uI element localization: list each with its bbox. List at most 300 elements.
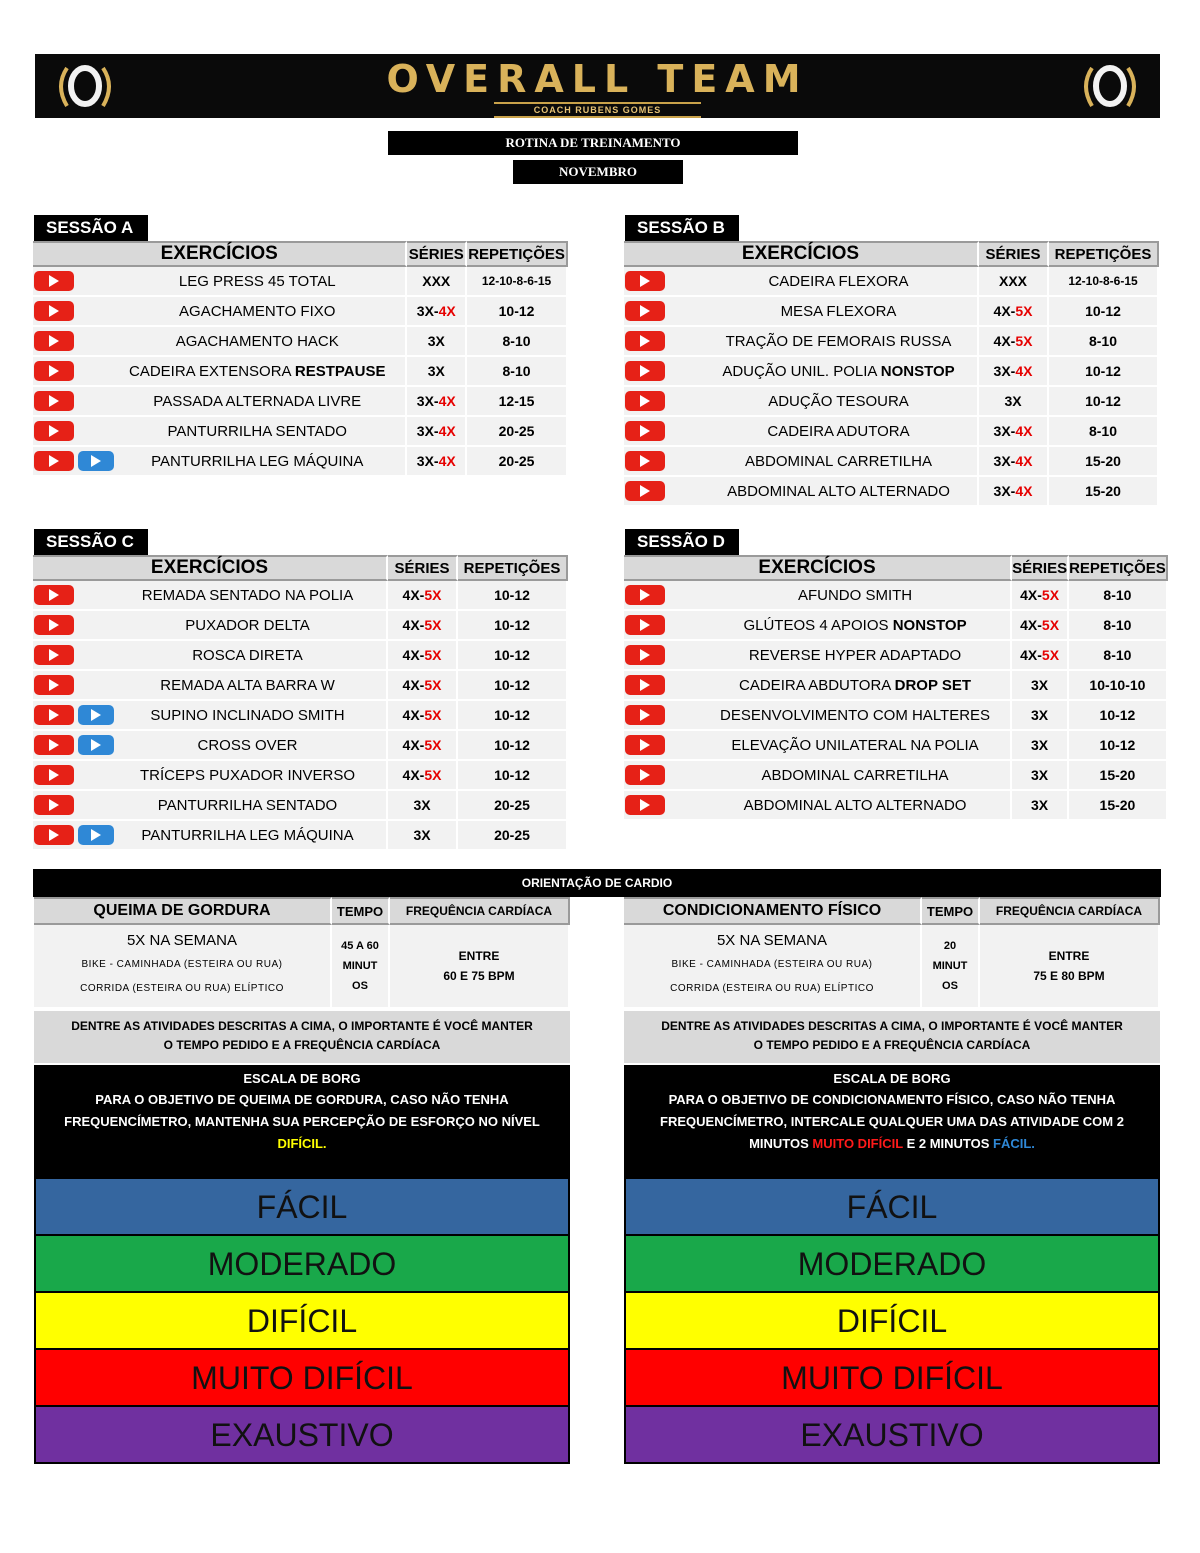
tempo-header: TEMPO: [922, 897, 980, 925]
session-label: SESSÃO B: [625, 215, 739, 241]
cardio-goal-header: CONDICIONAMENTO FÍSICO: [624, 897, 922, 925]
col-repeticoes: REPETIÇÕES: [458, 555, 568, 581]
exercise-name: [129, 423, 405, 440]
session-label: SESSÃO C: [34, 529, 148, 555]
series-cell: [388, 701, 458, 731]
youtube-play-icon[interactable]: [34, 675, 74, 695]
exercise-cell: [624, 357, 979, 387]
exercise-cell: [33, 791, 388, 821]
exercise-name-text: AGACHAMENTO HACK: [175, 332, 339, 350]
col-repeticoes: REPETIÇÕES: [467, 241, 568, 267]
series-cell: [388, 671, 458, 701]
reps-cell: 20-25: [467, 447, 568, 477]
borg-explanation: [624, 1065, 1160, 1177]
table-row: [33, 581, 568, 611]
exercise-name-text: ADUÇÃO UNIL. POLIA: [722, 362, 881, 380]
col-repeticoes: REPETIÇÕES: [1069, 555, 1168, 581]
exercise-name-text: ELEVAÇÃO UNILATERAL NA POLIA: [731, 736, 979, 754]
borg-text: PARA O OBJETIVO DE QUEIMA DE GORDURA, CASO NÃO TENHA: [95, 1092, 509, 1107]
exercise-table: [33, 241, 568, 477]
reps-cell: 10-12: [458, 581, 568, 611]
exercise-name: [720, 393, 977, 410]
cardio-heart-rate: [390, 925, 570, 1007]
series-max-value: 4X: [1015, 423, 1033, 439]
table-row: [33, 417, 568, 447]
series-max-value: 5X: [424, 617, 442, 633]
exercise-cell: [624, 327, 979, 357]
series-value: 4X-: [402, 617, 425, 633]
borg-title: ESCALA DE BORG: [243, 1071, 361, 1086]
borg-text-part: E 2 MINUTOS: [902, 1136, 994, 1151]
exercise-name-text: SUPINO INCLINADO SMITH: [150, 706, 345, 724]
series-max-value: 5X: [1015, 303, 1033, 319]
series-max-value: 4X: [438, 393, 456, 409]
time-line: 45 A 60: [341, 940, 379, 952]
table-row: [624, 791, 1168, 821]
table-row: [33, 611, 568, 641]
youtube-play-icon[interactable]: [34, 361, 74, 381]
series-value: 3X-: [993, 483, 1016, 499]
table-row: [33, 701, 568, 731]
series-value: 3X-: [416, 423, 439, 439]
table-row: [33, 791, 568, 821]
exercise-name: [129, 363, 405, 380]
table-row: [624, 581, 1168, 611]
series-cell: [979, 267, 1049, 297]
exercise-name-text: REMADA SENTADO NA POLIA: [141, 586, 354, 604]
series-cell: [979, 387, 1049, 417]
table-row: [624, 611, 1168, 641]
video-play-icon[interactable]: [78, 451, 114, 471]
youtube-play-icon[interactable]: [625, 451, 665, 471]
session-b: [624, 215, 1159, 507]
exercise-name-text: CADEIRA ADUTORA: [767, 422, 910, 440]
table-row: [624, 387, 1159, 417]
reps-cell: 15-20: [1049, 447, 1159, 477]
exercise-cell: [624, 267, 979, 297]
activity-list: BIKE - CAMINHADA (ESTEIRA OU RUA): [671, 958, 873, 970]
exercise-name-text: REVERSE HYPER ADAPTADO: [748, 646, 962, 664]
exercise-name-text: PANTURRILHA SENTADO: [157, 796, 338, 814]
reps-cell: 10-12: [458, 701, 568, 731]
series-cell: [407, 357, 467, 387]
exercise-name-text: GLÚTEOS 4 APOIOS: [743, 616, 893, 634]
series-value: 3X: [413, 827, 431, 843]
exercise-name-text: AGACHAMENTO FIXO: [179, 302, 336, 320]
exercise-name-text: PASSADA ALTERNADA LIVRE: [153, 392, 362, 410]
exercise-name-text: CROSS OVER: [197, 736, 298, 754]
exercise-cell: [624, 641, 1012, 671]
reps-cell: 10-12: [458, 671, 568, 701]
youtube-play-icon[interactable]: [625, 675, 665, 695]
series-cell: [979, 357, 1049, 387]
youtube-play-icon[interactable]: [34, 765, 74, 785]
borg-scale: [34, 1177, 570, 1464]
youtube-play-icon[interactable]: [34, 705, 74, 725]
cardio-table: [624, 897, 1160, 1007]
exercise-cell: [624, 387, 979, 417]
series-value: 4X-: [993, 333, 1016, 349]
borg-text: FREQUENCÍMETRO, INTERCALE QUALQUER UMA DAS ATIVIDADE COM 2: [660, 1114, 1124, 1129]
laurel-o-emblem-icon: [45, 60, 125, 112]
reps-cell: 12-10-8-6-15: [467, 267, 568, 297]
series-value: 4X-: [1020, 587, 1042, 603]
exercise-cell: [33, 731, 388, 761]
table-row: [624, 447, 1159, 477]
youtube-play-icon[interactable]: [34, 585, 74, 605]
series-value: 4X-: [402, 677, 425, 693]
series-cell: [979, 327, 1049, 357]
series-value: 3X: [427, 363, 445, 379]
exercise-name: [720, 737, 1010, 754]
table-row: [33, 387, 568, 417]
youtube-play-icon[interactable]: [625, 271, 665, 291]
youtube-play-icon[interactable]: [625, 645, 665, 665]
exercise-technique: RESTPAUSE: [294, 362, 386, 380]
time-line: OS: [352, 980, 368, 992]
exercise-name-text: AFUNDO SMITH: [797, 586, 913, 604]
youtube-play-icon[interactable]: [34, 421, 74, 441]
time-line: OS: [942, 980, 958, 992]
series-value: 4X-: [402, 647, 425, 663]
youtube-play-icon[interactable]: [625, 735, 665, 755]
table-row: [33, 761, 568, 791]
activity-list: CORRIDA (ESTEIRA OU RUA) ELÍPTICO: [80, 982, 284, 994]
series-value: 4X-: [402, 767, 425, 783]
scale-level-dificil: DIFÍCIL: [36, 1291, 568, 1348]
cardio-note: [34, 1011, 570, 1063]
scale-level-exaustivo: EXAUSTIVO: [36, 1405, 568, 1462]
youtube-play-icon[interactable]: [34, 301, 74, 321]
freq-header: FREQUÊNCIA CARDÍACA: [390, 897, 570, 925]
reps-cell: 10-12: [458, 761, 568, 791]
note-line: DENTRE AS ATIVIDADES DESCRITAS A CIMA, O IMPORTANTE É VOCÊ MANTER: [661, 1019, 1123, 1033]
exercise-name: [720, 303, 977, 320]
table-row: [624, 701, 1168, 731]
youtube-play-icon[interactable]: [625, 421, 665, 441]
reps-cell: 20-25: [458, 791, 568, 821]
exercise-name-text: ABDOMINAL ALTO ALTERNADO: [743, 796, 967, 814]
series-cell: [388, 581, 458, 611]
youtube-play-icon[interactable]: [625, 615, 665, 635]
scale-level-dificil: DIFÍCIL: [626, 1291, 1158, 1348]
youtube-play-icon[interactable]: [625, 301, 665, 321]
exercise-name: [129, 797, 386, 814]
youtube-play-icon[interactable]: [34, 271, 74, 291]
cardio-activities: [34, 925, 332, 1007]
exercise-name: [720, 423, 977, 440]
youtube-play-icon[interactable]: [625, 585, 665, 605]
series-cell: [388, 731, 458, 761]
series-max-value: 5X: [1041, 617, 1060, 633]
cardio-block-fat-loss: [34, 897, 570, 1464]
series-cell: [407, 447, 467, 477]
table-row: [33, 327, 568, 357]
note-line: O TEMPO PEDIDO E A FREQUÊNCIA CARDÍACA: [163, 1038, 441, 1052]
series-value: 3X: [427, 333, 445, 349]
series-cell: [388, 611, 458, 641]
session-d: [624, 529, 1166, 821]
series-cell: [1012, 791, 1069, 821]
reps-cell: 10-12: [467, 297, 568, 327]
series-cell: [1012, 641, 1069, 671]
series-value: 3X: [1031, 797, 1049, 813]
exercise-name: [129, 677, 386, 694]
exercise-name: [129, 587, 386, 604]
cardio-block-conditioning: [624, 897, 1160, 1464]
col-exercicios: EXERCÍCIOS: [624, 241, 979, 267]
exercise-name-text: MESA FLEXORA: [780, 302, 897, 320]
exercise-name: [129, 707, 386, 724]
youtube-play-icon[interactable]: [34, 391, 74, 411]
exercise-name: [720, 333, 977, 350]
series-cell: [407, 267, 467, 297]
cardio-note: [624, 1011, 1160, 1063]
series-cell: [1012, 701, 1069, 731]
reps-cell: 8-10: [467, 357, 568, 387]
reps-cell: 12-15: [467, 387, 568, 417]
series-max-value: 5X: [424, 707, 442, 723]
exercise-name-text: LEG PRESS 45 TOTAL: [178, 272, 336, 290]
series-cell: [979, 297, 1049, 327]
exercise-name: [129, 617, 386, 634]
exercise-name: [720, 273, 977, 290]
exercise-name-text: CADEIRA EXTENSORA: [129, 362, 295, 380]
series-max-value: 4X: [1015, 363, 1033, 379]
series-value: 4X-: [402, 587, 425, 603]
youtube-play-icon[interactable]: [34, 615, 74, 635]
exercise-name-text: PANTURRILHA SENTADO: [167, 422, 347, 440]
series-value: 4X-: [993, 303, 1016, 319]
series-value: 3X: [1031, 767, 1049, 783]
exercise-name: [129, 393, 405, 410]
exercise-cell: [33, 761, 388, 791]
series-cell: [407, 417, 467, 447]
borg-text: [624, 1133, 1160, 1155]
series-cell: [388, 761, 458, 791]
table-row: [624, 761, 1168, 791]
coach-name: COACH RUBENS GOMES: [494, 102, 702, 118]
time-line: 20: [943, 940, 957, 952]
reps-cell: 15-20: [1069, 791, 1168, 821]
series-max-value: 5X: [424, 677, 442, 693]
scale-level-muito-dificil: MUITO DIFÍCIL: [36, 1348, 568, 1405]
activity-list: BIKE - CAMINHADA (ESTEIRA OU RUA): [81, 958, 283, 970]
exercise-name: [720, 707, 1010, 724]
exercise-cell: [624, 581, 1012, 611]
session-label: SESSÃO D: [625, 529, 739, 555]
series-cell: [388, 641, 458, 671]
exercise-name: [129, 453, 405, 470]
freq-header: FREQUÊNCIA CARDÍACA: [980, 897, 1160, 925]
session-label: SESSÃO A: [34, 215, 148, 241]
exercise-name: [720, 587, 1010, 604]
exercise-name-text: ADUÇÃO TESOURA: [768, 392, 909, 410]
exercise-name: [129, 827, 386, 844]
series-value: 3X: [1004, 393, 1022, 409]
exercise-name-text: CADEIRA FLEXORA: [768, 272, 909, 290]
video-play-icon[interactable]: [78, 825, 114, 845]
heart-rate-line: ENTRE: [1048, 949, 1090, 963]
exercise-name: [720, 617, 1010, 634]
exercise-cell: [33, 327, 407, 357]
borg-highlight-blue: FÁCIL.: [993, 1136, 1035, 1151]
reps-cell: 8-10: [1069, 641, 1168, 671]
exercise-cell: [624, 297, 979, 327]
exercise-name: [720, 647, 1010, 664]
exercise-name-text: ABDOMINAL CARRETILHA: [761, 766, 949, 784]
series-cell: [979, 477, 1049, 507]
routine-title: ROTINA DE TREINAMENTO: [388, 131, 798, 155]
series-max-value: 5X: [1041, 647, 1060, 663]
scale-level-facil: FÁCIL: [626, 1177, 1158, 1234]
table-row: [33, 671, 568, 701]
exercise-name: [720, 363, 977, 380]
series-max-value: 5X: [1015, 333, 1033, 349]
reps-cell: 12-10-8-6-15: [1049, 267, 1159, 297]
reps-cell: 10-10-10: [1069, 671, 1168, 701]
cardio-title: ORIENTAÇÃO DE CARDIO: [33, 869, 1161, 897]
month-title: NOVEMBRO: [513, 160, 683, 184]
youtube-play-icon[interactable]: [34, 795, 74, 815]
exercise-cell: [33, 267, 407, 297]
exercise-cell: [33, 297, 407, 327]
borg-text: PARA O OBJETIVO DE CONDICIONAMENTO FÍSICO, CASO NÃO TENHA: [668, 1092, 1116, 1107]
table-row: [624, 357, 1159, 387]
heart-rate-line: 75 E 80 BPM: [1033, 969, 1105, 983]
series-max-value: 5X: [424, 647, 442, 663]
youtube-play-icon[interactable]: [34, 825, 74, 845]
exercise-name-text: TRAÇÃO DE FEMORAIS RUSSA: [725, 332, 952, 350]
youtube-play-icon[interactable]: [34, 645, 74, 665]
table-row: [33, 297, 568, 327]
note-line: DENTRE AS ATIVIDADES DESCRITAS A CIMA, O IMPORTANTE É VOCÊ MANTER: [71, 1019, 533, 1033]
exercise-name: [720, 767, 1010, 784]
series-value: 3X-: [993, 453, 1016, 469]
borg-text: FREQUENCÍMETRO, MANTENHA SUA PERCEPÇÃO DE ESFORÇO NO NÍVEL: [64, 1114, 540, 1129]
reps-cell: 15-20: [1069, 761, 1168, 791]
tempo-header: TEMPO: [332, 897, 390, 925]
exercise-name-text: REMADA ALTA BARRA W: [160, 676, 335, 694]
heart-rate-line: ENTRE: [458, 949, 500, 963]
cardio-activities: [624, 925, 922, 1007]
series-max-value: 5X: [424, 587, 442, 603]
youtube-play-icon[interactable]: [625, 391, 665, 411]
series-value: 3X-: [416, 393, 439, 409]
youtube-play-icon[interactable]: [625, 331, 665, 351]
reps-cell: 20-25: [458, 821, 568, 851]
exercise-name: [129, 273, 405, 290]
series-max-value: 4X: [1015, 453, 1033, 469]
video-play-icon[interactable]: [78, 705, 114, 725]
youtube-play-icon[interactable]: [34, 451, 74, 471]
table-row: [33, 357, 568, 387]
exercise-name: [129, 737, 386, 754]
col-exercicios: EXERCÍCIOS: [33, 555, 388, 581]
series-max-value: 4X: [438, 303, 456, 319]
youtube-play-icon[interactable]: [625, 795, 665, 815]
exercise-name-text: PUXADOR DELTA: [185, 616, 310, 634]
youtube-play-icon[interactable]: [625, 361, 665, 381]
exercise-cell: [33, 671, 388, 701]
borg-highlight: DIFÍCIL.: [277, 1136, 327, 1151]
series-max-value: 4X: [438, 453, 456, 469]
borg-explanation: [34, 1065, 570, 1177]
series-value: 3X-: [993, 423, 1016, 439]
exercise-name: [129, 647, 386, 664]
table-row: [33, 641, 568, 671]
table-row: [624, 417, 1159, 447]
series-value: 4X-: [402, 707, 425, 723]
exercise-technique: DROP SET: [894, 676, 972, 694]
reps-cell: 10-12: [1069, 701, 1168, 731]
borg-title: ESCALA DE BORG: [833, 1071, 951, 1086]
exercise-cell: [33, 357, 407, 387]
exercise-name-text: TRÍCEPS PUXADOR INVERSO: [139, 766, 356, 784]
reps-cell: 10-12: [1049, 357, 1159, 387]
series-cell: [1012, 611, 1069, 641]
exercise-name: [129, 767, 386, 784]
exercise-cell: [33, 447, 407, 477]
table-row: [624, 297, 1159, 327]
youtube-play-icon[interactable]: [625, 705, 665, 725]
exercise-cell: [624, 417, 979, 447]
cardio-time: [332, 925, 390, 1007]
table-row: [624, 477, 1159, 507]
exercise-cell: [33, 417, 407, 447]
exercise-name: [720, 483, 977, 500]
series-value: XXX: [998, 273, 1027, 289]
scale-level-muito-dificil: MUITO DIFÍCIL: [626, 1348, 1158, 1405]
reps-cell: 8-10: [1069, 581, 1168, 611]
youtube-play-icon[interactable]: [34, 735, 74, 755]
series-cell: [979, 417, 1049, 447]
exercise-cell: [33, 611, 388, 641]
youtube-play-icon[interactable]: [34, 331, 74, 351]
col-series: SÉRIES: [388, 555, 458, 581]
cardio-heart-rate: [980, 925, 1160, 1007]
series-cell: [979, 447, 1049, 477]
reps-cell: 8-10: [1049, 327, 1159, 357]
reps-cell: 10-12: [458, 641, 568, 671]
series-cell: [388, 821, 458, 851]
exercise-cell: [33, 387, 407, 417]
exercise-name-text: PANTURRILHA LEG MÁQUINA: [151, 452, 364, 470]
video-play-icon[interactable]: [78, 735, 114, 755]
table-row: [624, 671, 1168, 701]
reps-cell: 10-12: [458, 611, 568, 641]
table-row: [33, 821, 568, 851]
heart-rate-line: 60 E 75 BPM: [443, 969, 515, 983]
scale-level-moderado: MODERADO: [626, 1234, 1158, 1291]
scale-level-moderado: MODERADO: [36, 1234, 568, 1291]
laurel-o-emblem-icon: [1070, 60, 1150, 112]
borg-scale: [624, 1177, 1160, 1464]
col-series: SÉRIES: [407, 241, 467, 267]
table-row: [624, 731, 1168, 761]
youtube-play-icon[interactable]: [625, 481, 665, 501]
exercise-cell: [33, 641, 388, 671]
series-cell: [1012, 761, 1069, 791]
series-cell: [407, 297, 467, 327]
series-value: 4X-: [1020, 647, 1042, 663]
series-value: 3X: [1031, 677, 1049, 693]
exercise-name-text: ABDOMINAL ALTO ALTERNADO: [727, 482, 950, 500]
exercise-cell: [624, 611, 1012, 641]
col-exercicios: EXERCÍCIOS: [624, 555, 1012, 581]
youtube-play-icon[interactable]: [625, 765, 665, 785]
exercise-cell: [624, 447, 979, 477]
